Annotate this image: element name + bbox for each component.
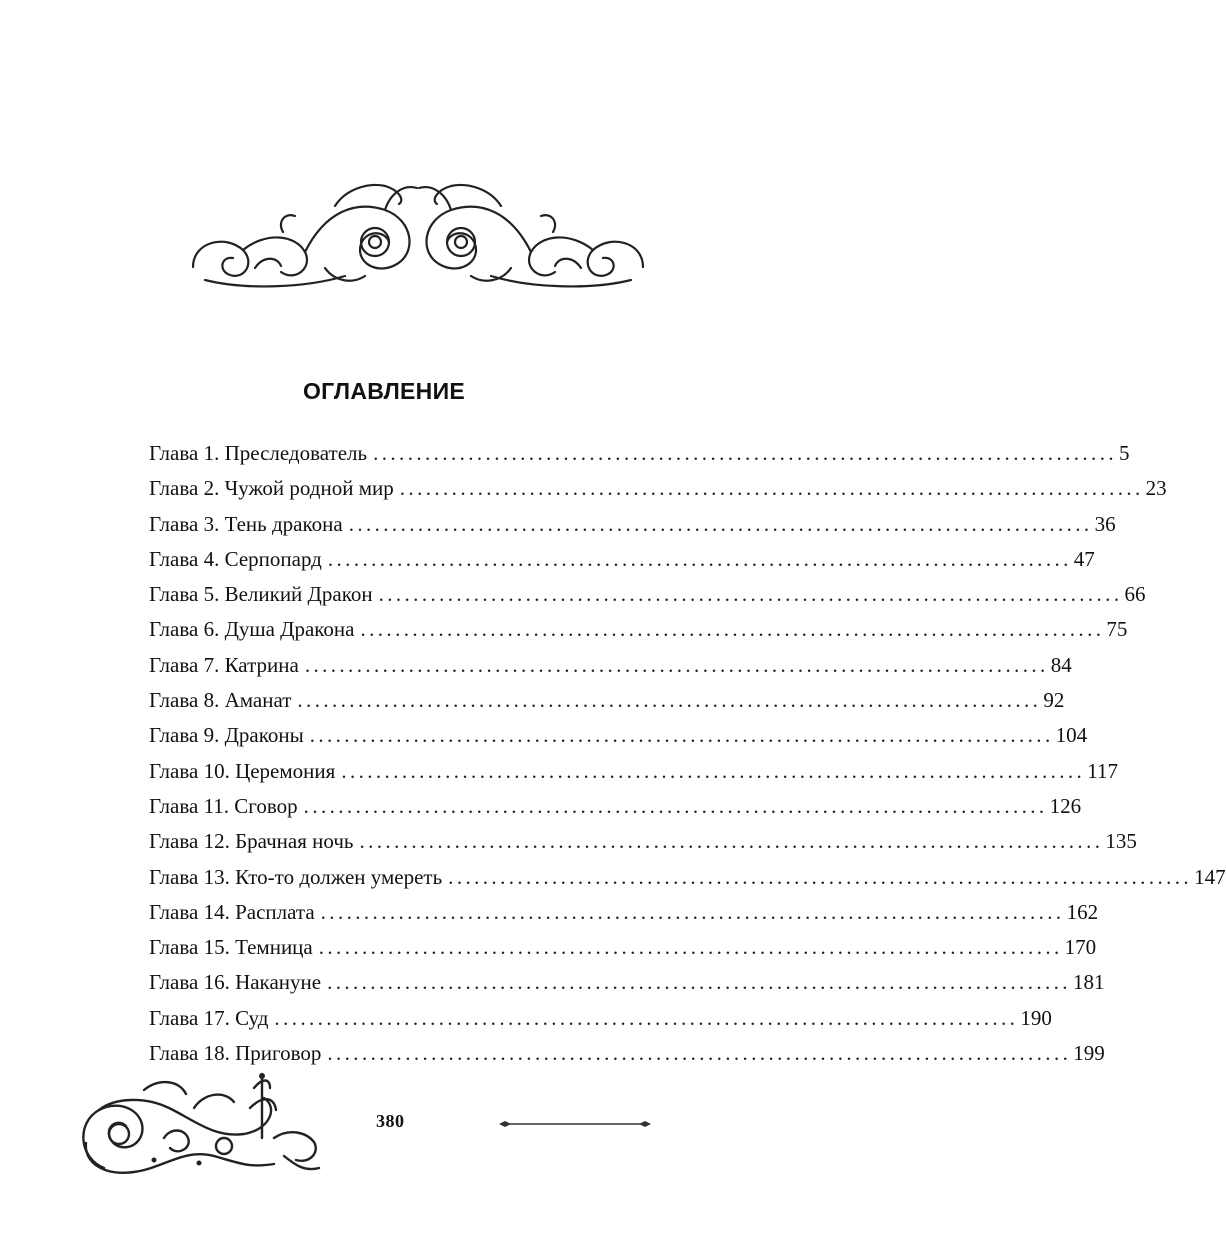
toc-entry-label: Глава 7. Катрина	[149, 652, 299, 677]
toc-entry[interactable]	[149, 648, 1072, 683]
toc-leader-dots: ......................................................................................	[297, 688, 1042, 713]
toc-entry-page: 66	[1124, 582, 1146, 607]
toc-entry-label: Глава 17. Суд	[149, 1005, 269, 1030]
toc-entry[interactable]	[149, 824, 1137, 859]
toc-entry-page: 162	[1066, 899, 1099, 924]
toc-entry-label: Глава 1. Преследователь	[149, 441, 368, 465]
toc-entry-label: Глава 18. Приговор	[149, 1041, 322, 1066]
toc-entry-label: Глава 3. Тень дракона	[149, 511, 343, 536]
toc-entry-label: Глава 16. Накануне	[149, 970, 322, 995]
toc-entry-label: Глава 13. Кто-то должен умереть	[149, 864, 443, 889]
toc-entry-page: 117	[1087, 758, 1118, 783]
toc-entry-page: 181	[1072, 970, 1105, 995]
toc-entry-page: 47	[1073, 546, 1095, 571]
toc-entry-label: Глава 6. Душа Дракона	[149, 617, 355, 642]
decorative-rule	[499, 1118, 651, 1130]
toc-leader-dots: ......................................................................................	[359, 829, 1104, 854]
table-of-contents	[149, 436, 1226, 1071]
toc-leader-dots: ......................................................................................	[309, 723, 1054, 748]
toc-entry[interactable]	[149, 436, 1130, 471]
toc-entry[interactable]	[149, 754, 1118, 789]
top-scroll-ornament	[185, 172, 651, 297]
toc-entry[interactable]	[149, 471, 1167, 506]
toc-leader-dots: ......................................................................................	[327, 970, 1071, 995]
toc-entry-label: Глава 9. Драконы	[149, 723, 304, 748]
toc-entry[interactable]	[149, 860, 1226, 895]
contents-heading: ОГЛАВЛЕНИЕ	[302, 378, 466, 404]
toc-leader-dots: ......................................................................................	[304, 652, 1049, 677]
toc-entry-page: 126	[1049, 793, 1082, 818]
toc-entry-page: 75	[1106, 617, 1128, 642]
toc-entry[interactable]	[149, 930, 1097, 965]
toc-entry-label: Глава 10. Церемония	[149, 758, 336, 783]
toc-entry-label: Глава 4. Серпопард	[149, 546, 322, 571]
toc-entry[interactable]	[149, 1001, 1052, 1036]
toc-leader-dots: ......................................................................................	[318, 935, 1063, 960]
toc-entry-label: Глава 12. Брачная ночь	[149, 829, 354, 854]
toc-leader-dots: ......................................................................................	[360, 617, 1105, 642]
toc-entry-page: 104	[1055, 723, 1088, 748]
toc-entry[interactable]	[149, 577, 1146, 612]
bottom-scroll-ornament	[74, 1068, 324, 1178]
toc-entry-page: 147	[1194, 864, 1226, 889]
toc-entry-page: 23	[1145, 476, 1167, 501]
toc-leader-dots: ......................................................................................	[274, 1005, 1019, 1030]
toc-entry-label: Глава 14. Расплата	[149, 899, 315, 924]
toc-entry[interactable]	[149, 507, 1116, 542]
toc-entry-label: Глава 15. Темница	[149, 935, 313, 960]
toc-leader-dots: ......................................................................................	[399, 476, 1144, 501]
toc-leader-dots: ......................................................................................	[303, 793, 1048, 818]
toc-entry[interactable]	[149, 965, 1105, 1000]
toc-entry-page: 199	[1073, 1041, 1105, 1066]
toc-entry-label: Глава 5. Великий Дракон	[149, 582, 373, 607]
toc-leader-dots: ......................................................................................	[327, 1041, 1072, 1066]
toc-leader-dots: ......................................................................................	[348, 511, 1093, 536]
page-number: 380	[376, 1111, 405, 1131]
toc-entry[interactable]	[149, 1036, 1105, 1071]
toc-leader-dots: ......................................................................................	[327, 546, 1072, 571]
toc-entry-page: 92	[1043, 688, 1065, 713]
toc-entry-page: 135	[1105, 829, 1137, 854]
toc-entry[interactable]	[149, 683, 1065, 718]
toc-entry-page: 170	[1064, 935, 1097, 960]
toc-entry-page: 190	[1020, 1005, 1052, 1030]
toc-leader-dots: ......................................................................................	[320, 899, 1065, 924]
toc-entry-page: 5	[1119, 441, 1130, 465]
toc-entry-label: Глава 2. Чужой родной мир	[149, 476, 394, 501]
toc-entry[interactable]	[149, 895, 1099, 930]
toc-leader-dots: ......................................................................................	[378, 582, 1123, 607]
toc-entry[interactable]	[149, 612, 1128, 647]
toc-leader-dots: ......................................................................................	[448, 864, 1193, 889]
toc-leader-dots: ......................................................................................	[373, 441, 1117, 465]
toc-entry[interactable]	[149, 542, 1095, 577]
toc-leader-dots: ......................................................................................	[341, 758, 1086, 783]
toc-entry-page: 84	[1050, 652, 1072, 677]
toc-entry-label: Глава 11. Сговор	[149, 793, 298, 818]
toc-entry-page: 36	[1094, 511, 1116, 536]
toc-entry[interactable]	[149, 789, 1082, 824]
toc-entry-label: Глава 8. Аманат	[149, 688, 292, 713]
toc-entry[interactable]	[149, 718, 1088, 753]
